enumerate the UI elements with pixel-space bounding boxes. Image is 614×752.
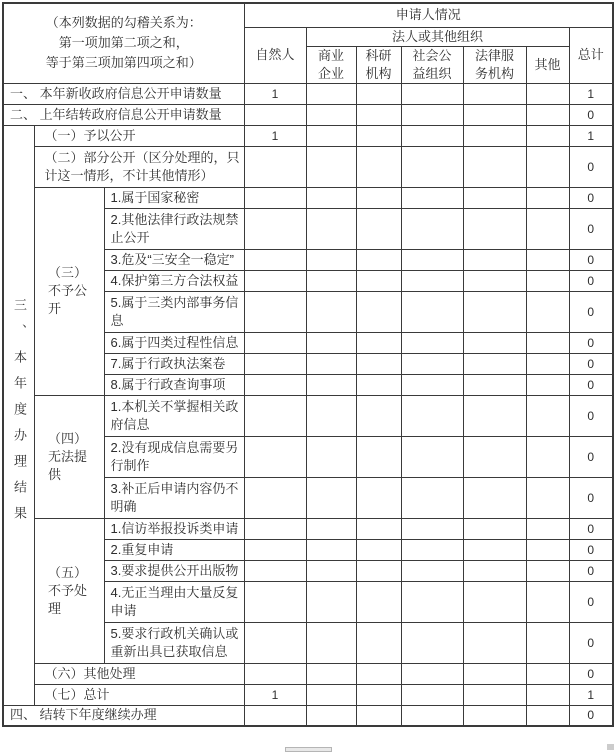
cell-value xyxy=(401,374,463,395)
group-label xyxy=(34,518,104,663)
cell-value xyxy=(356,436,401,477)
cell-value xyxy=(356,560,401,581)
cell-value xyxy=(356,622,401,663)
cell-value xyxy=(306,208,356,249)
cell-value xyxy=(244,436,306,477)
cell-value xyxy=(244,208,306,249)
cell-value xyxy=(526,622,569,663)
cell-value xyxy=(356,539,401,560)
cell-value: 0 xyxy=(569,663,613,684)
cell-value xyxy=(356,395,401,436)
cell-value xyxy=(463,436,526,477)
row-label: 1.属于国家秘密 xyxy=(104,187,244,208)
cell-value xyxy=(401,208,463,249)
cell-value: 0 xyxy=(569,270,613,291)
cell-value xyxy=(356,187,401,208)
cell-value xyxy=(526,477,569,518)
cell-value xyxy=(244,395,306,436)
cell-value xyxy=(463,477,526,518)
cell-value xyxy=(401,291,463,332)
cell-value xyxy=(244,353,306,374)
cell-value xyxy=(244,518,306,539)
group-label-text: （四）无法提供 xyxy=(48,430,88,482)
cell-value xyxy=(356,249,401,270)
cell-value xyxy=(401,83,463,104)
cell-value xyxy=(463,539,526,560)
cell-value xyxy=(356,208,401,249)
row-label: 1.信访举报投诉类申请 xyxy=(104,518,244,539)
cell-value xyxy=(401,332,463,353)
cell-value xyxy=(356,125,401,146)
cell-value xyxy=(463,291,526,332)
row-label: 5.属于三类内部事务信息 xyxy=(104,291,244,332)
cell-value xyxy=(463,622,526,663)
row-label: 2.重复申请 xyxy=(104,539,244,560)
cell-value xyxy=(401,663,463,684)
row-label: 一、 本年新收政府信息公开申请数量 xyxy=(3,83,244,104)
cell-value xyxy=(401,395,463,436)
cell-value: 1 xyxy=(244,684,306,705)
cell-value: 0 xyxy=(569,374,613,395)
cell-value xyxy=(526,187,569,208)
cell-value xyxy=(463,560,526,581)
cell-value xyxy=(526,663,569,684)
cell-value: 0 xyxy=(569,208,613,249)
cell-value xyxy=(463,146,526,187)
cell-value xyxy=(306,249,356,270)
cell-value xyxy=(526,270,569,291)
checksum-note-line: 第一项加第二项之和， xyxy=(58,35,189,51)
cell-value: 0 xyxy=(569,146,613,187)
cell-value xyxy=(463,187,526,208)
cell-value xyxy=(463,684,526,705)
cell-value xyxy=(244,270,306,291)
cell-value xyxy=(526,395,569,436)
cell-value xyxy=(463,374,526,395)
cell-value xyxy=(401,622,463,663)
row-label: 3.要求提供公开出版物 xyxy=(104,560,244,581)
row-label: 二、 上年结转政府信息公开申请数量 xyxy=(3,104,244,125)
cell-value: 0 xyxy=(569,560,613,581)
row-label: 3.补正后申请内容仍不明确 xyxy=(104,477,244,518)
cell-value: 0 xyxy=(569,705,613,726)
table-row xyxy=(3,125,613,146)
cell-value xyxy=(244,249,306,270)
table-row xyxy=(3,104,613,125)
cell-value xyxy=(244,663,306,684)
cell-value xyxy=(526,539,569,560)
cell-value xyxy=(463,208,526,249)
cell-value xyxy=(401,477,463,518)
row-label: 6.属于四类过程性信息 xyxy=(104,332,244,353)
col-header-total: 总计 xyxy=(569,27,613,83)
cell-value: 0 xyxy=(569,581,613,622)
row-label: 四、 结转下年度继续办理 xyxy=(3,705,244,726)
disclosure-report-table xyxy=(2,2,614,727)
col-header-other: 其他 xyxy=(526,46,569,83)
cell-value xyxy=(244,332,306,353)
cell-value xyxy=(306,83,356,104)
cell-value xyxy=(244,622,306,663)
cell-value xyxy=(526,353,569,374)
cell-value xyxy=(401,560,463,581)
group-label-text: （三）不予公开 xyxy=(48,265,88,316)
cell-value: 0 xyxy=(569,353,613,374)
row-label: （二）部分公开（区分处理的，只计这一情形，不计其他情形） xyxy=(34,146,244,187)
cell-value xyxy=(526,249,569,270)
cell-value xyxy=(401,187,463,208)
checksum-note xyxy=(3,3,244,83)
cell-value xyxy=(244,146,306,187)
cell-value xyxy=(526,374,569,395)
cell-value xyxy=(306,436,356,477)
cell-value: 0 xyxy=(569,291,613,332)
table-row xyxy=(3,684,613,705)
row-label: （七）总计 xyxy=(34,684,244,705)
cell-value xyxy=(463,125,526,146)
cell-value xyxy=(401,539,463,560)
cell-value xyxy=(356,332,401,353)
cell-value xyxy=(306,104,356,125)
cell-value xyxy=(356,146,401,187)
cell-value xyxy=(244,374,306,395)
row-label: 8.属于行政查询事项 xyxy=(104,374,244,395)
group-label xyxy=(34,395,104,518)
cell-value xyxy=(463,332,526,353)
table-row xyxy=(3,83,613,104)
cell-value: 1 xyxy=(244,83,306,104)
cell-value: 0 xyxy=(569,518,613,539)
cell-value xyxy=(463,104,526,125)
cell-value xyxy=(356,663,401,684)
cell-value: 0 xyxy=(569,622,613,663)
cell-value xyxy=(526,705,569,726)
cell-value xyxy=(244,581,306,622)
section-vertical-label xyxy=(3,125,34,705)
cell-value xyxy=(463,270,526,291)
cell-value xyxy=(244,291,306,332)
cell-value xyxy=(244,705,306,726)
cell-value xyxy=(306,684,356,705)
cell-value xyxy=(244,560,306,581)
cell-value xyxy=(526,518,569,539)
row-label: 2.没有现成信息需要另行制作 xyxy=(104,436,244,477)
cell-value xyxy=(306,518,356,539)
cell-value xyxy=(306,539,356,560)
cell-value xyxy=(401,705,463,726)
cell-value xyxy=(356,353,401,374)
cell-value xyxy=(356,104,401,125)
cell-value xyxy=(401,353,463,374)
cell-value: 0 xyxy=(569,395,613,436)
row-label: 4.无正当理由大量反复申请 xyxy=(104,581,244,622)
cell-value xyxy=(401,249,463,270)
col-header-social-welfare-org: 社会公益组织 xyxy=(401,46,463,83)
cell-value xyxy=(526,208,569,249)
group-label xyxy=(34,187,104,395)
cell-value xyxy=(401,104,463,125)
cell-value xyxy=(306,395,356,436)
cell-value: 1 xyxy=(244,125,306,146)
cell-value xyxy=(356,477,401,518)
cell-value xyxy=(244,477,306,518)
cell-value: 1 xyxy=(569,125,613,146)
cell-value xyxy=(526,332,569,353)
cell-value xyxy=(463,83,526,104)
cell-value xyxy=(306,374,356,395)
cell-value xyxy=(306,560,356,581)
cell-value xyxy=(526,581,569,622)
cell-value xyxy=(401,146,463,187)
row-label: 1.本机关不掌握相关政府信息 xyxy=(104,395,244,436)
cell-value xyxy=(356,705,401,726)
row-label: 5.要求行政机关确认或重新出具已获取信息 xyxy=(104,622,244,663)
cell-value xyxy=(463,663,526,684)
cell-value: 0 xyxy=(569,477,613,518)
cell-value xyxy=(306,477,356,518)
cell-value xyxy=(526,560,569,581)
cell-value xyxy=(306,663,356,684)
cell-value xyxy=(463,518,526,539)
table-row xyxy=(3,518,613,539)
cell-value xyxy=(306,291,356,332)
cell-value xyxy=(356,270,401,291)
cell-value xyxy=(526,146,569,187)
cell-value xyxy=(306,146,356,187)
section-vertical-label-text: 三、本年度办理结果 xyxy=(12,298,27,532)
cell-value xyxy=(306,125,356,146)
cell-value xyxy=(306,581,356,622)
corner-artifact xyxy=(607,744,614,750)
table-row xyxy=(3,705,613,726)
cell-value xyxy=(526,291,569,332)
cell-value xyxy=(401,518,463,539)
cell-value xyxy=(463,249,526,270)
col-header-legal-service-org: 法律服务机构 xyxy=(463,46,526,83)
cell-value xyxy=(244,104,306,125)
cell-value xyxy=(526,684,569,705)
cell-value: 0 xyxy=(569,436,613,477)
cell-value: 0 xyxy=(569,332,613,353)
row-label: 4.保护第三方合法权益 xyxy=(104,270,244,291)
cell-value xyxy=(526,83,569,104)
cell-value xyxy=(306,187,356,208)
cell-value xyxy=(306,332,356,353)
cell-value xyxy=(401,270,463,291)
cell-value xyxy=(526,104,569,125)
cell-value xyxy=(306,705,356,726)
cell-value xyxy=(401,436,463,477)
cell-value xyxy=(356,518,401,539)
cell-value: 0 xyxy=(569,187,613,208)
cell-value: 1 xyxy=(569,83,613,104)
cell-value xyxy=(356,374,401,395)
cell-value xyxy=(463,705,526,726)
cell-value xyxy=(401,125,463,146)
cell-value xyxy=(306,353,356,374)
row-label: 7.属于行政执法案卷 xyxy=(104,353,244,374)
row-label: 3.危及“三安全一稳定” xyxy=(104,249,244,270)
col-header-business-enterprise: 商业企业 xyxy=(306,46,356,83)
checksum-note-line: （本列数据的勾稽关系为： xyxy=(45,15,202,31)
group-label-text: （五）不予处理 xyxy=(48,564,88,616)
cell-value xyxy=(356,581,401,622)
cell-value xyxy=(526,436,569,477)
cell-value xyxy=(463,395,526,436)
cell-value xyxy=(463,581,526,622)
cell-value xyxy=(356,291,401,332)
table-row xyxy=(3,395,613,436)
cell-value xyxy=(244,539,306,560)
legal-org-header: 法人或其他组织 xyxy=(306,27,569,46)
table-row xyxy=(3,187,613,208)
cell-value xyxy=(356,684,401,705)
checksum-note-line: 等于第三项加第四项之和） xyxy=(45,55,202,71)
cell-value: 0 xyxy=(569,104,613,125)
row-label: （一）予以公开 xyxy=(34,125,244,146)
col-header-natural-person: 自然人 xyxy=(244,27,306,83)
table-row xyxy=(3,146,613,187)
cell-value: 0 xyxy=(569,249,613,270)
cell-value: 1 xyxy=(569,684,613,705)
cell-value xyxy=(401,684,463,705)
table-row xyxy=(3,663,613,684)
cell-value xyxy=(401,581,463,622)
cell-value xyxy=(463,353,526,374)
header-row-1 xyxy=(3,3,613,27)
cell-value xyxy=(306,622,356,663)
cell-value xyxy=(356,83,401,104)
row-label: 2.其他法律行政法规禁止公开 xyxy=(104,208,244,249)
col-header-research-institution: 科研机构 xyxy=(356,46,401,83)
row-label: （六）其他处理 xyxy=(34,663,244,684)
cell-value: 0 xyxy=(569,539,613,560)
cell-value xyxy=(306,270,356,291)
cell-value xyxy=(244,187,306,208)
cell-value xyxy=(526,125,569,146)
applicant-situation-header: 申请人情况 xyxy=(244,3,613,27)
